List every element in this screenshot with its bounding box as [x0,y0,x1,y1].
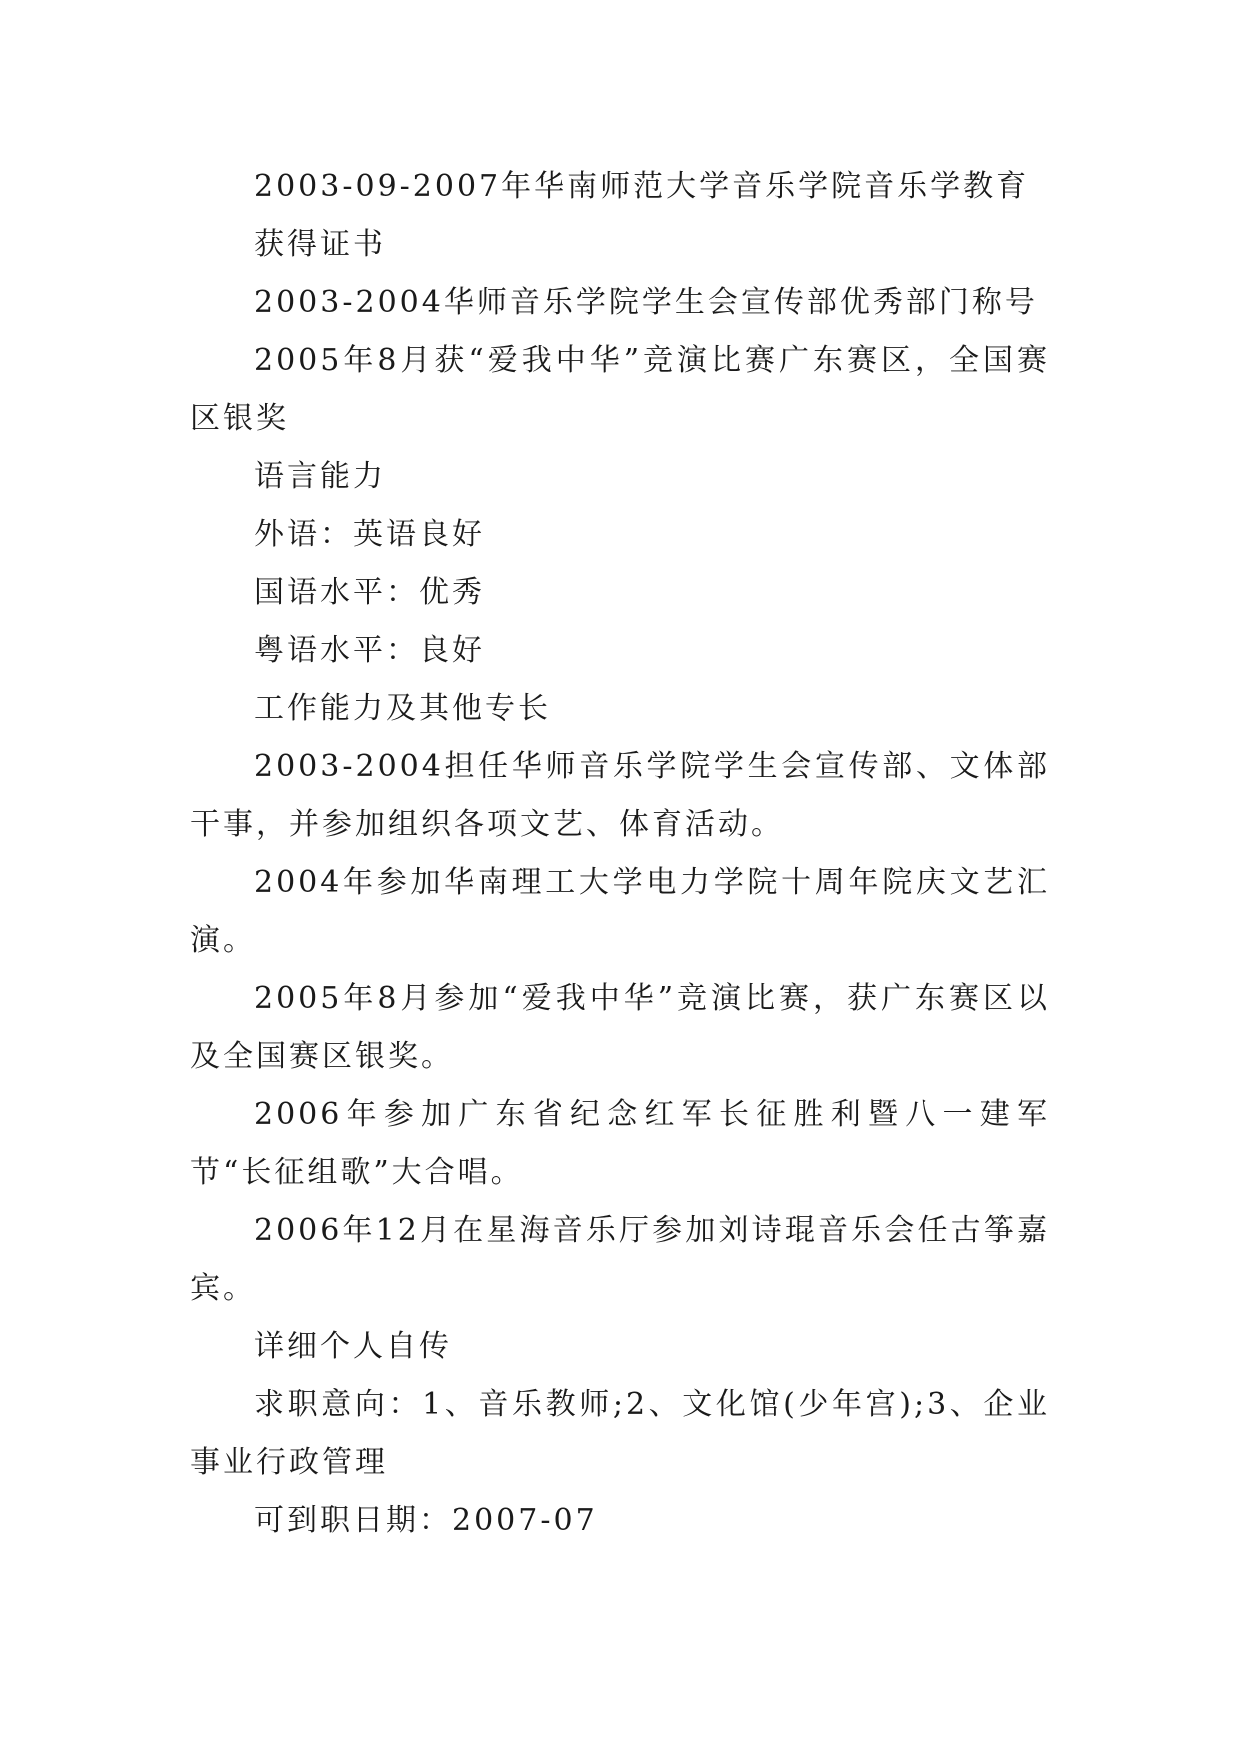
experience-item: 2004年参加华南理工大学电力学院十周年院庆文艺汇演。 [190,865,1050,958]
certificate-item: 2003-2004华师音乐学院学生会宣传部优秀部门称号 [254,285,1038,320]
experience-item: 2006年参加广东省纪念红军长征胜利暨八一建军节“长征组歌”大合唱。 [190,1097,1050,1190]
certificate-item: 2005年8月获“爱我中华”竞演比赛广东赛区，全国赛区银奖 [190,343,1050,436]
language-item: 外语：英语良好 [254,517,485,552]
experience-item: 2003-2004担任华师音乐学院学生会宣传部、文体部干事，并参加组织各项文艺、体育活动。 [190,749,1050,842]
language-item: 国语水平：优秀 [254,575,485,610]
available-date: 可到职日期：2007-07 [254,1503,598,1538]
experience-item: 2006年12月在星海音乐厅参加刘诗琨音乐会任古筝嘉宾。 [190,1213,1050,1306]
document-body [190,158,1050,1550]
experience-item: 2005年8月参加“爱我中华”竞演比赛，获广东赛区以及全国赛区银奖。 [190,981,1050,1074]
section-heading-languages: 语言能力 [254,459,386,494]
section-heading-skills: 工作能力及其他专长 [254,691,551,726]
section-heading-certificates: 获得证书 [254,227,386,262]
job-intention: 求职意向：1、音乐教师;2、文化馆(少年宫);3、企业事业行政管理 [190,1387,1050,1480]
section-heading-autobiography: 详细个人自传 [254,1329,452,1364]
language-item: 粤语水平：良好 [254,633,485,668]
education-line: 2003-09-2007年华南师范大学音乐学院音乐学教育 [254,169,1030,204]
